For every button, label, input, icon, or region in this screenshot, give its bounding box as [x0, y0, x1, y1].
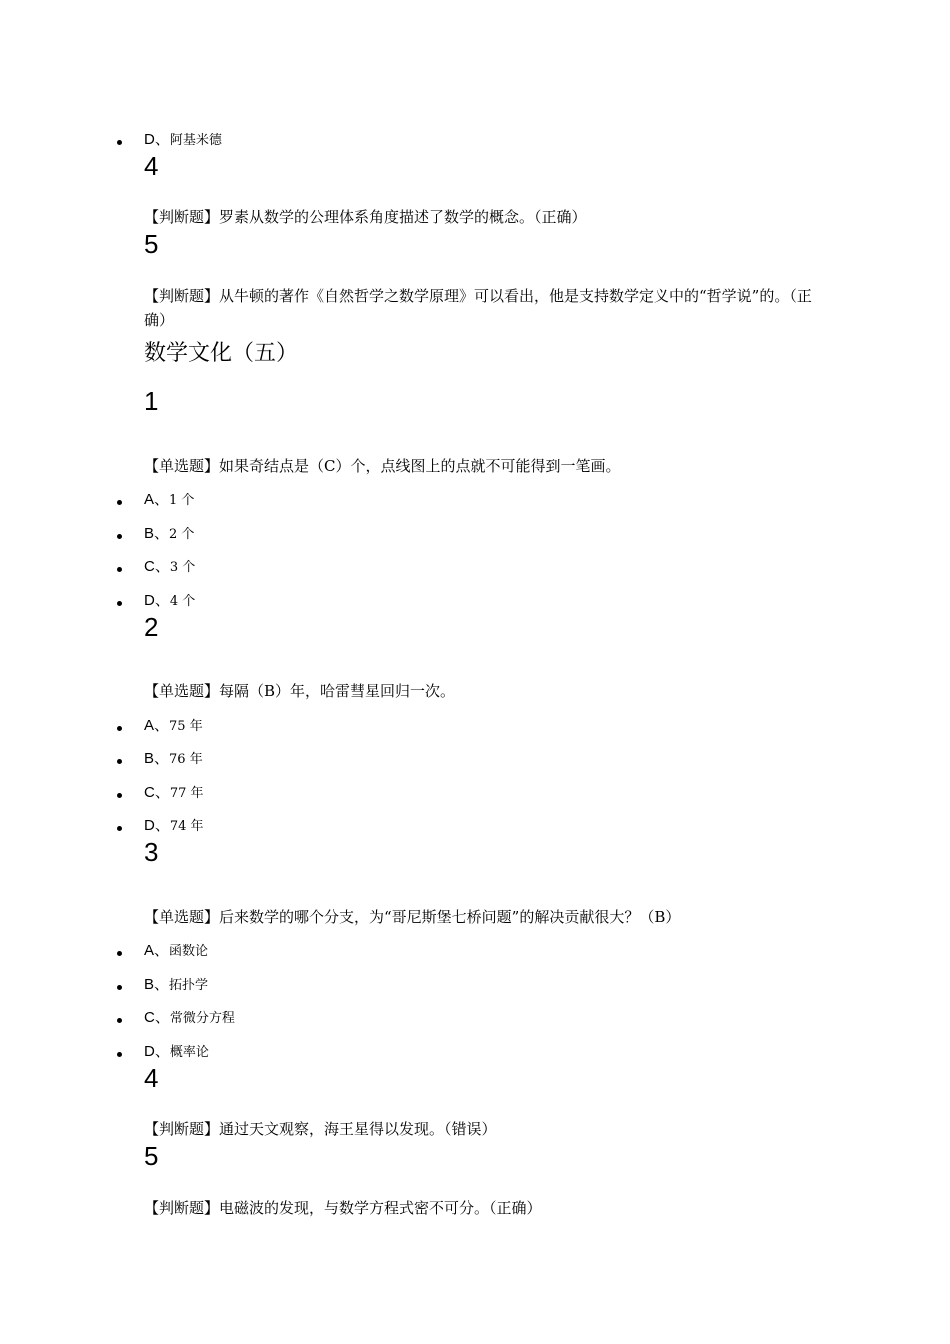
question-number: 2 [144, 612, 159, 642]
option-value: 常微分方程 [169, 1011, 235, 1026]
option-label: A、 [144, 717, 170, 734]
bullet [117, 951, 122, 956]
option-value: 函数论 [169, 944, 209, 959]
question-text: 【判断题】从牛顿的著作《自然哲学之数学原理》可以看出，他是支持数学定义中的“哲学说”的。（正确） [144, 287, 812, 329]
question-number: 4 [144, 151, 159, 181]
option-b [144, 750, 203, 769]
section-heading: 数学文化（五） [144, 341, 299, 366]
question-number: 4 [144, 1063, 159, 1093]
option-label: D、 [144, 131, 170, 148]
option-value: 75 年 [169, 719, 203, 734]
question-text: 【判断题】通过天文观察，海王星得以发现。（错误） [144, 1120, 497, 1138]
bullet [117, 140, 122, 145]
option-value: 4 个 [169, 594, 196, 609]
option-label: D、 [144, 817, 170, 834]
option-d [144, 817, 204, 836]
bullet [117, 726, 122, 731]
question-number: 5 [144, 229, 159, 259]
option-b [144, 525, 194, 544]
bullet [117, 985, 122, 990]
question-text: 【单选题】每隔（B）年，哈雷彗星回归一次。 [144, 682, 456, 700]
option-c [144, 558, 195, 577]
question-text: 【判断题】罗素从数学的公理体系角度描述了数学的概念。（正确） [144, 208, 587, 226]
option-label: B、 [144, 525, 170, 542]
question-text: 【单选题】后来数学的哪个分支，为“哥尼斯堡七桥问题”的解决贡献很大？（B） [144, 908, 681, 926]
option-value: 3 个 [169, 560, 196, 575]
option-label: C、 [144, 1009, 170, 1026]
option-value: 77 年 [169, 786, 204, 801]
bullet [117, 793, 122, 798]
option-a [144, 942, 208, 961]
bullet [117, 1052, 122, 1057]
option-value: 拓扑学 [169, 978, 209, 993]
option-d [144, 1043, 209, 1062]
bullet [117, 567, 122, 572]
option-a [144, 491, 194, 510]
bullet [117, 759, 122, 764]
option-a [144, 717, 203, 736]
option-d [144, 592, 195, 611]
bullet [117, 534, 122, 539]
option-value: 76 年 [169, 752, 203, 767]
option-label: C、 [144, 784, 170, 801]
option-b [144, 976, 208, 995]
question-number: 3 [144, 837, 159, 867]
option-label: D、 [144, 592, 170, 609]
bullet [117, 1018, 122, 1023]
bullet [117, 500, 122, 505]
option-label: D、 [144, 1043, 170, 1060]
question-text: 【判断题】电磁波的发现，与数学方程式密不可分。（正确） [144, 1199, 542, 1217]
bullet [117, 826, 122, 831]
option-c [144, 784, 204, 803]
option-label: B、 [144, 976, 170, 993]
question-text: 【单选题】如果奇结点是（C）个，点线图上的点就不可能得到一笔画。 [144, 457, 621, 475]
option-label: C、 [144, 558, 170, 575]
option-value: 2 个 [169, 527, 195, 542]
option-label: A、 [144, 491, 170, 508]
option-label: A、 [144, 942, 170, 959]
option-d [144, 131, 222, 150]
option-value: 1 个 [169, 493, 195, 508]
option-value: 74 年 [169, 819, 204, 834]
option-c [144, 1009, 235, 1028]
question-number: 1 [144, 386, 159, 416]
option-value: 阿基米德 [169, 133, 222, 148]
option-label: B、 [144, 750, 170, 767]
bullet [117, 601, 122, 606]
question-number: 5 [144, 1141, 159, 1171]
option-value: 概率论 [169, 1045, 209, 1060]
